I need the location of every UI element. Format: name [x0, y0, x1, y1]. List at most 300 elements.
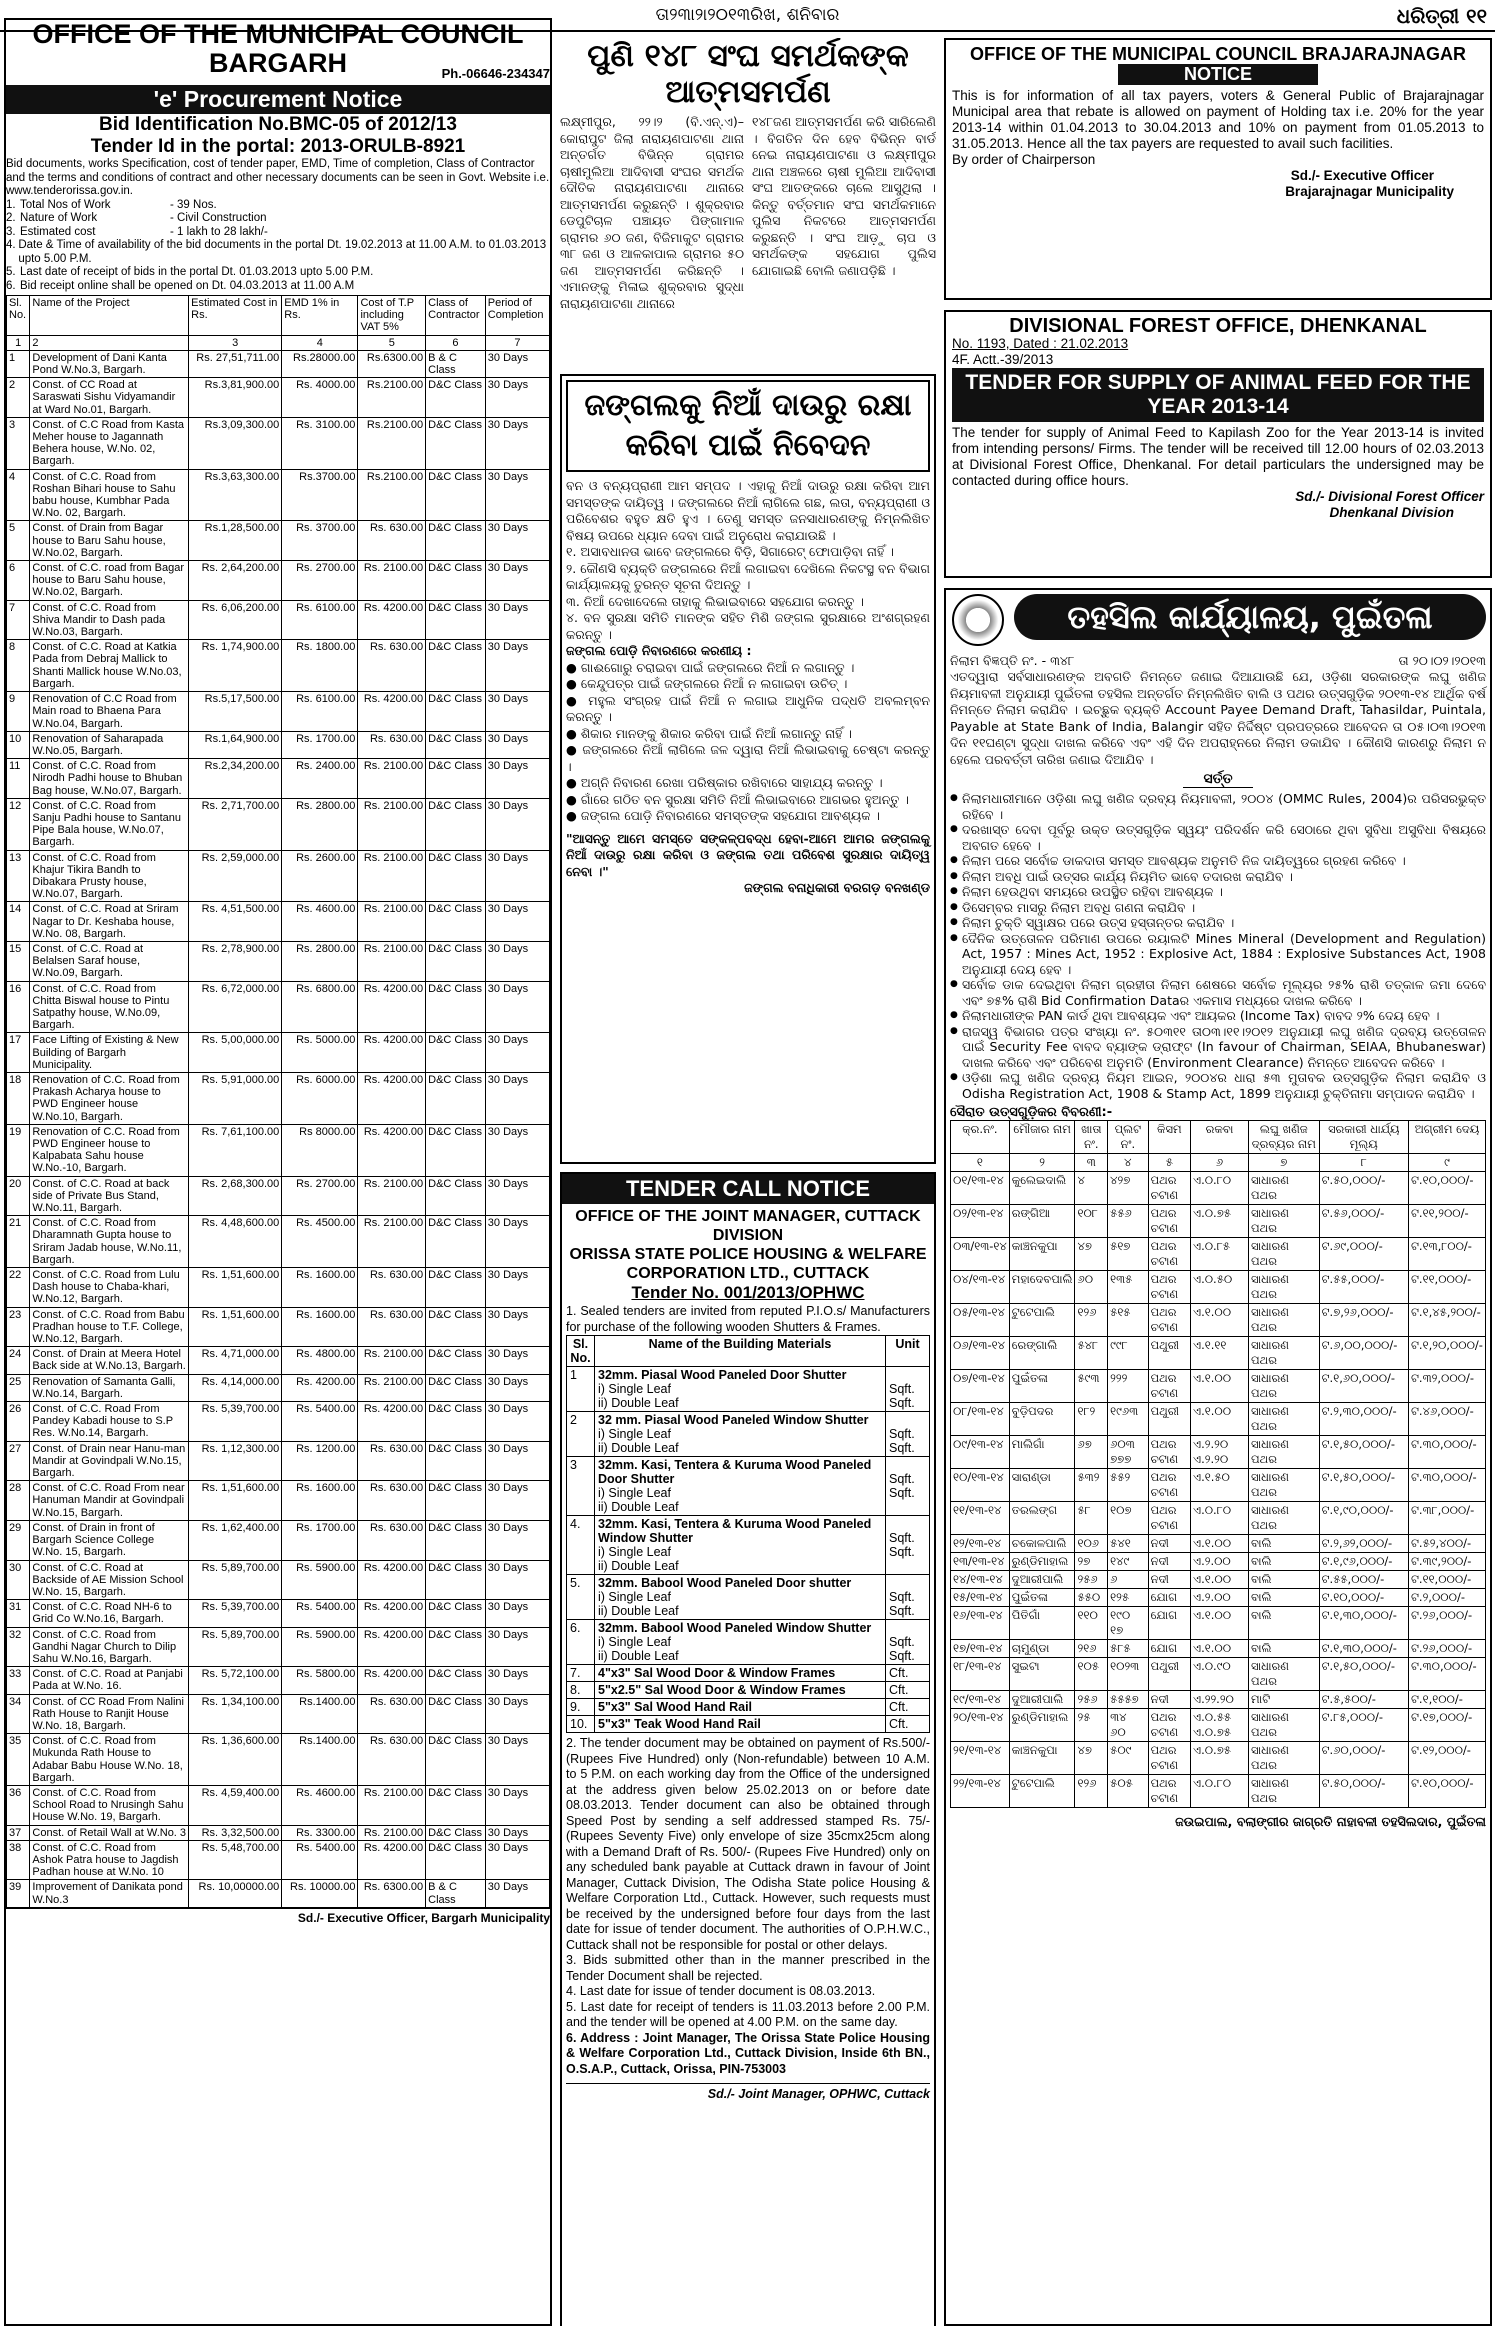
works-cell: Rs. 1,74,900.00: [189, 640, 282, 692]
works-row: [7, 1176, 550, 1216]
auction-cell: ଟ.୧,୫୦,୦୦୦/-: [1319, 1658, 1408, 1691]
works-cell: Const. of Retail Wall at W.No. 3: [30, 1825, 189, 1840]
auction-cell: ପଥର ଚଟାଣ: [1148, 1742, 1190, 1775]
works-cell: 29: [7, 1520, 30, 1560]
auction-cell: ପଥର ଚଟାଣ: [1148, 1775, 1190, 1808]
works-row: [7, 350, 550, 377]
materials-row: [567, 1516, 930, 1575]
works-cell: Const. of C.C. Road from Sanju Padhi house to Santanu Pipe Bala house, W.No.07, Bargarh.: [30, 798, 189, 850]
materials-unit: [886, 1457, 930, 1516]
auction-cell: ତରଲଙ୍ଗ: [1009, 1502, 1075, 1535]
bid-point: [6, 226, 550, 240]
works-row: [7, 417, 550, 469]
works-cell: Const. of C.C. Road at Katkia Pada from Debraj Mallick to Shanti Mallick house W.No.03, Bargarh.: [30, 640, 189, 692]
works-cell: 35: [7, 1734, 30, 1786]
works-cell: 12: [7, 798, 30, 850]
auction-cell: ୧୯୬୩: [1108, 1403, 1148, 1436]
works-cell: Const. of C.C. Road at Sriram Nagar to Dr. Keshaba house, W.No. 08, Bargarh.: [30, 902, 189, 942]
works-cell: Const. of C.C. Road from Khajur Tikira Bandh to Dibakara Prusty house, W.No.07, Bargarh.: [30, 850, 189, 902]
works-cell: Rs. 1600.00: [282, 1268, 358, 1308]
works-cell: Rs.3,09,300.00: [189, 417, 282, 469]
auction-cell: ୫୫୬: [1108, 1205, 1148, 1238]
auction-cell: ୧୮/୧୩-୧୪: [951, 1658, 1010, 1691]
works-cell: Rs. 630.00: [358, 1481, 426, 1521]
materials-number: 9.: [567, 1699, 595, 1716]
auction-row: [951, 1172, 1486, 1205]
auction-cell: ୧୩୫: [1108, 1271, 1148, 1304]
works-cell: B & C Class: [426, 350, 486, 377]
materials-unit-value: Cft.: [889, 1666, 909, 1680]
auction-cell: ପଥର ଚଟାଣ: [1148, 1469, 1190, 1502]
tcn-signature: Sd./- Joint Manager, OPHWC, Cuttack: [566, 2083, 930, 2103]
works-row: [7, 561, 550, 601]
works-cell: Rs. 1800.00: [282, 640, 358, 692]
auction-cell: ଟ.୧,୬୦,୦୦୦/-: [1319, 1370, 1408, 1403]
works-cell: Const. of C.C. Road from School Road to Nrusingh Sahu House W.No. 19, Bargarh.: [30, 1785, 189, 1825]
auction-cell: ଟ.୧,୩୦,୦୦୦/-: [1319, 1607, 1408, 1640]
tcn-para-5: 5. Last date for receipt of tenders is 11.03.2013 before 2.00 P.M. and the tender will be opened at 4.00 P.M. on the same day.: [566, 1999, 930, 2029]
auction-cell: ଟ.୩୯,୨୦୦/-: [1408, 1553, 1485, 1571]
tahasil-condition: ● ଡିସେମ୍ବର ମାସରୁ ନିଲାମ ଅବଧି ଗଣନା କରାଯିବ ।: [950, 900, 1486, 916]
materials-unit: [886, 1699, 930, 1716]
works-cell: 30 Days: [485, 981, 549, 1033]
auction-cell: ପଥର ଚଟାଣ: [1148, 1238, 1190, 1271]
bid-point-key: Nature of Work: [20, 212, 98, 224]
auction-row: [951, 1535, 1486, 1553]
brajarajnagar-sign-1: Sd./- Executive Officer: [1290, 168, 1434, 183]
auction-col-header: କ୍ର.ନଂ.: [951, 1121, 1010, 1154]
auction-row: [951, 1640, 1486, 1658]
works-cell: 2: [7, 378, 30, 418]
auction-cell: ଟ.୭,୨୬,୦୦୦/-: [1319, 1304, 1408, 1337]
tcn-para-4: 4. Last date for issue of tender document is 08.03.2013.: [566, 1984, 876, 1998]
materials-number: 2: [567, 1412, 595, 1457]
auction-cell: ୧୨୫: [1108, 1589, 1148, 1607]
auction-cell: ଏ.୦.୮୦: [1190, 1172, 1248, 1205]
works-cell: 28: [7, 1481, 30, 1521]
works-cell: 18: [7, 1072, 30, 1124]
appeal-points: [566, 544, 930, 643]
auction-col-number: ୯: [1408, 1154, 1485, 1172]
works-cell: 30 Days: [485, 1124, 549, 1176]
auction-cell: ମାଟି: [1249, 1691, 1320, 1709]
materials-unit: [886, 1516, 930, 1575]
bargarh-procurement-notice: [4, 18, 552, 2326]
auction-cell: ୪୨୭: [1108, 1172, 1148, 1205]
auction-cell: ପଥୁରୀ: [1148, 1658, 1190, 1691]
auction-cell: ୬୭: [1075, 1436, 1108, 1469]
works-cell: D&C Class: [426, 1268, 486, 1308]
tender-call-bar: TENDER CALL NOTICE: [562, 1174, 934, 1204]
auction-cell: ଟ.୨୬,୦୦୦/-: [1408, 1607, 1485, 1640]
works-row: [7, 1825, 550, 1840]
auction-cell: ଟ.୩୦,୦୦୦/-: [1408, 1658, 1485, 1691]
materials-item-name: 32mm. Kasi, Tentera & Kuruma Wood Paneled Window Shutter: [598, 1517, 872, 1545]
auction-row: [951, 1709, 1486, 1742]
appeal-bullet: ● ଅଗ୍ନି ନିବାରଣ ରେଖା ପରିଷ୍କାର ରଖିବାରେ ସାହାଯ୍ୟ କରନ୍ତୁ ।: [566, 775, 883, 790]
works-colnum-row: [7, 335, 550, 350]
auction-cell: ଟ.୨,୩୦,୦୦୦/-: [1319, 1403, 1408, 1436]
works-cell: D&C Class: [426, 941, 486, 981]
auction-col-number: ୫: [1148, 1154, 1190, 1172]
works-cell: Const. of C.C. Road NH-6 to Grid Co W.No.16, Bargarh.: [30, 1600, 189, 1627]
auction-cell: ଦୁଆରୀପାଲି: [1009, 1571, 1075, 1589]
materials-unit: [886, 1620, 930, 1665]
works-cell: 31: [7, 1600, 30, 1627]
works-cell: Rs.3700.00: [282, 469, 358, 521]
bid-point: [6, 280, 550, 294]
works-cell: 4: [7, 469, 30, 521]
works-row: [7, 1667, 550, 1694]
appeal-bullet: ● ଗାଁରେ ଗଠିତ ବନ ସୁରକ୍ଷା ସମିତି ନିଆଁ ଲିଭାଇବାରେ ଆଗଭର ହୁଅନ୍ତୁ ।: [566, 791, 909, 807]
auction-cell: ଟ.୨,୬୨,୦୦୦/-: [1319, 1535, 1408, 1553]
auction-table: [950, 1120, 1486, 1808]
materials-sub-item: ii) Double Leaf: [598, 1396, 679, 1410]
materials-unit-value: Sqft.: [889, 1427, 915, 1441]
works-cell: D&C Class: [426, 1667, 486, 1694]
bid-point: [6, 239, 550, 266]
bid-point-number: 3.: [6, 225, 16, 238]
works-cell: Rs. 4,59,400.00: [189, 1785, 282, 1825]
materials-sub-item: ii) Double Leaf: [598, 1649, 679, 1663]
works-cell: Rs. 3,32,500.00: [189, 1825, 282, 1840]
works-cell: 30 Days: [485, 1374, 549, 1401]
auction-cell: ୧୯/୧୩-୧୪: [951, 1691, 1010, 1709]
works-row: [7, 1600, 550, 1627]
auction-cell: ୧୪/୧୩-୧୪: [951, 1571, 1010, 1589]
works-cell: 6: [7, 561, 30, 601]
works-cell: 36: [7, 1785, 30, 1825]
works-row: [7, 941, 550, 981]
materials-item-name: 32mm. Piasal Wood Paneled Door Shutter: [598, 1368, 847, 1382]
works-cell: 30 Days: [485, 1667, 549, 1694]
auction-cell: ୬: [1108, 1571, 1148, 1589]
appeal-point: ୪. ବନ ସୁରକ୍ଷା ସମିତି ମାନଙ୍କ ସହିତ ମିଶି ଜଙ୍ଗଲ ସୁରକ୍ଷାରେ ଅଂଶଗ୍ରହଣ କରନ୍ତୁ ।: [566, 610, 930, 642]
works-cell: 1: [7, 350, 30, 377]
auction-cell: ୧୦୭: [1108, 1502, 1148, 1535]
auction-cell: ବାଲି: [1249, 1589, 1320, 1607]
works-cell: 30 Days: [485, 1560, 549, 1600]
auction-cell: ୧୯୦ ୧୭: [1108, 1607, 1148, 1640]
auction-cell: ଚାମୁଣ୍ଡା: [1009, 1640, 1075, 1658]
works-row: [7, 378, 550, 418]
works-cell: Rs. 2700.00: [282, 561, 358, 601]
tahasil-title: ତହସିଲ କାର୍ଯ୍ୟାଳୟ, ପୁଇଁତଳା: [1014, 594, 1486, 640]
materials-item-name: 32mm. Babool Wood Paneled Door shutter: [598, 1576, 852, 1590]
works-cell: Rs. 4600.00: [282, 902, 358, 942]
works-cell: Renovation of C.C. Road from Prakash Acharya house to PWD Engineer house W.No.10, Bargarh.: [30, 1072, 189, 1124]
works-cell: Rs. 3300.00: [282, 1825, 358, 1840]
right-column: [944, 38, 1492, 2326]
auction-cell: ପଥର ଚଟାଣ: [1148, 1370, 1190, 1403]
works-cell: Rs.2100.00: [358, 378, 426, 418]
works-cell: 11: [7, 759, 30, 799]
header-date: ତା୨୩ା୨ା୨୦୧୩ରିଖ, ଶନିବାର: [655, 5, 840, 25]
materials-sub-item: i) Single Leaf: [598, 1635, 671, 1649]
works-cell: 3: [7, 417, 30, 469]
works-col-number: 2: [30, 335, 189, 350]
works-cell: Rs. 2100.00: [358, 1785, 426, 1825]
works-cell: Rs. 4500.00: [282, 1216, 358, 1268]
works-cell: Rs. 3700.00: [282, 521, 358, 561]
auction-cell: ୧୫/୧୩-୧୪: [951, 1589, 1010, 1607]
works-row: [7, 759, 550, 799]
materials-row: [567, 1412, 930, 1457]
works-cell: Rs. 1600.00: [282, 1307, 358, 1347]
works-cell: D&C Class: [426, 1560, 486, 1600]
dhenkanal-file: 4F. Actt.-39/2013: [952, 352, 1054, 367]
surrender-headline: ପୁଣି ୧୪୮ ସଂଘ ସମର୍ଥକଙ୍କ ଆତ୍ମସମର୍ପଣ: [587, 38, 909, 110]
works-cell: Renovation of Samanta Galli, W.No.14, Bargarh.: [30, 1374, 189, 1401]
auction-cell: ୬୦: [1075, 1271, 1108, 1304]
auction-cell: ଏ.୦.୮୦: [1190, 1775, 1248, 1808]
auction-cell: ଏ.୧.୦୦: [1190, 1571, 1248, 1589]
auction-cell: ପଥର ଚଟାଣ: [1148, 1502, 1190, 1535]
auction-cell: ବାଲି: [1249, 1640, 1320, 1658]
auction-table-head: [951, 1121, 1486, 1172]
auction-cell: ୧୧୦: [1075, 1607, 1108, 1640]
auction-cell: ମାଲିଗାଁ: [1009, 1436, 1075, 1469]
materials-row: [567, 1457, 930, 1516]
works-cell: Renovation of Saharapada W.No.05, Bargarh.: [30, 731, 189, 758]
works-cell: Rs. 4,51,500.00: [189, 902, 282, 942]
works-row: [7, 600, 550, 640]
works-cell: Rs. 630.00: [358, 1268, 426, 1308]
works-cell: 22: [7, 1268, 30, 1308]
works-cell: D&C Class: [426, 469, 486, 521]
tahasil-condition: ● ଦରଖାସ୍ତ ଦେବା ପୂର୍ବରୁ ଉକ୍ତ ଉତ୍ସଗୁଡ଼ିକ ସ୍ୱୟଂ ପରିଦର୍ଶନ କରି ସେଠାରେ ଥିବା ସୁବିଧା ଅସୁବିଧା ବିଷୟରେ ଅବଗତ ହେବେ ।: [950, 822, 1486, 853]
auction-cell: ଏ.୦.୮୫: [1190, 1238, 1248, 1271]
materials-sub-item: i) Single Leaf: [598, 1590, 671, 1604]
auction-cell: ବାଲି: [1249, 1571, 1320, 1589]
materials-number: 8.: [567, 1682, 595, 1699]
auction-cell: ୧୦/୧୩-୧୪: [951, 1469, 1010, 1502]
auction-cell: ନଦୀ: [1148, 1571, 1190, 1589]
tahasil-condition: ● ରାଜସ୍ୱ ବିଭାଗର ପତ୍ର ସଂଖ୍ୟା ନଂ. ୫୦୩୧୧ ତା୦୩।୧୧।୨୦୧୨ ଅନୁଯାୟୀ ଲଘୁ ଖଣିଜ ଦ୍ରବ୍ୟ ଉତ୍ତୋଳନ ପାଇଁ Security Fee ବାବଦ ବ୍ୟାଙ୍କ ଡ୍ରାଫ୍ଟ (In favour of Chairman, SEIAA, Bhubaneswar) ଦାଖଲ କରିବେ ଏବଂ ପରିବେଶ ଅନୁମତି (Environment Clearance) ନିମନ୍ତେ ଆବେଦନ କରିବେ ।: [950, 1024, 1486, 1071]
auction-cell: ନଦୀ: [1148, 1691, 1190, 1709]
works-cell: 39: [7, 1880, 30, 1907]
works-cell: Rs. 4200.00: [358, 1600, 426, 1627]
materials-unit-value: Cft.: [889, 1683, 909, 1697]
auction-col-number: ୮: [1319, 1154, 1408, 1172]
materials-name: [595, 1716, 886, 1733]
auction-row: [951, 1403, 1486, 1436]
bid-point-number: 6.: [6, 279, 16, 292]
works-cell: 30 Days: [485, 1627, 549, 1667]
works-col-header: Name of the Project: [30, 296, 189, 336]
works-cell: 15: [7, 941, 30, 981]
auction-cell: ୧୨/୧୩-୧୪: [951, 1535, 1010, 1553]
auction-cell: ବୁଡ଼ିପଦର: [1009, 1403, 1075, 1436]
bid-point-number: 4.: [6, 239, 16, 251]
auction-cell: ୧୬/୧୩-୧୪: [951, 1607, 1010, 1640]
tcn-para-3: 3. Bids submitted other than in the manner prescribed in the Tender Document shall be rejected.: [566, 1953, 930, 1983]
works-cell: Rs. 2100.00: [358, 759, 426, 799]
appeal-bullet: ● ମହୁଲ ସଂଗ୍ରହ ପାଇଁ ନିଆଁ ନ ଲଗାଇ ଆଧୁନିକ ପଦ୍ଧତି ଅବଲମ୍ବନ କରନ୍ତୁ ।: [566, 692, 930, 724]
auction-row: [951, 1775, 1486, 1808]
materials-row: [567, 1699, 930, 1716]
works-cell: Rs.28000.00: [282, 350, 358, 377]
auction-cell: ଟ.୧୦,୦୦୦/-: [1408, 1172, 1485, 1205]
works-cell: 30 Days: [485, 1825, 549, 1840]
auction-cell: ଟ.୧୦,୦୦୦/-: [1319, 1589, 1408, 1607]
works-cell: Rs. 6,06,200.00: [189, 600, 282, 640]
auction-cell: ସାଧାରଣ ପଥର: [1249, 1337, 1320, 1370]
works-row: [7, 1560, 550, 1600]
works-cell: Rs. 630.00: [358, 1307, 426, 1347]
works-cell: 30 Days: [485, 1402, 549, 1442]
works-cell: 13: [7, 850, 30, 902]
auction-cell: ଟ.୧୭,୦୦୦/-: [1408, 1709, 1485, 1742]
materials-unit-value: Sqft.: [889, 1635, 915, 1649]
bid-point-value: - 1 lakh to 28 lakh/-: [170, 225, 268, 238]
works-cell: Const. of C.C. Road from Dharamnath Gupta house to Sriram Jadab house, W.No.11, Bargarh.: [30, 1216, 189, 1268]
tahasil-condition: ● ନିଲାମଧାରୀଙ୍କ PAN କାର୍ଡ ଥିବା ଆବଶ୍ୟକ ଏବଂ ଆୟକର (Income Tax) ବାବଦ ୨% ଦେୟ ହେବ ।: [950, 1008, 1486, 1024]
works-cell: 30 Days: [485, 1268, 549, 1308]
materials-number: 5.: [567, 1575, 595, 1620]
works-cell: Rs. 5400.00: [282, 1840, 358, 1880]
materials-col-header: Unit: [886, 1336, 930, 1367]
tahasil-notice-no: ନିଲାମ ବିଜ୍ଞପ୍ତି ନଂ. - ୩୪୮: [950, 653, 1075, 668]
materials-sub-item: ii) Double Leaf: [598, 1441, 679, 1455]
works-cell: Rs. 2,78,900.00: [189, 941, 282, 981]
materials-unit-value: Sqft.: [889, 1649, 915, 1663]
auction-cell: କୁଲେଇଦାଲି: [1009, 1172, 1075, 1205]
works-cell: Rs. 4200.00: [358, 692, 426, 732]
bid-point-number: 1.: [6, 198, 16, 211]
auction-cell: ୧୧/୧୩-୧୪: [951, 1502, 1010, 1535]
works-cell: 30 Days: [485, 640, 549, 692]
bid-point-number: 5.: [6, 266, 16, 278]
works-col-header: Cost of T.P including VAT 5%: [358, 296, 426, 336]
bid-identification: Bid Identification No.BMC-05 of 2012/13: [99, 114, 457, 135]
dhenkanal-sign-2: Dhenkanal Division: [1329, 505, 1454, 520]
auction-cell: ୦୧/୧୩-୧୪: [951, 1172, 1010, 1205]
works-row: [7, 1072, 550, 1124]
works-cell: D&C Class: [426, 1840, 486, 1880]
works-cell: Rs.1,64,900.00: [189, 731, 282, 758]
appeal-bullet: ● ଜଙ୍ଗଲ ପୋଡ଼ି ନିବାରଣରେ ସମସ୍ତଙ୍କ ସହଯୋଗ ଆବଶ୍ୟକ ।: [566, 808, 881, 823]
works-cell: Rs. 5900.00: [282, 1627, 358, 1667]
works-row: [7, 1216, 550, 1268]
auction-cell: ଟ.୬,୦୦,୦୦୦/-: [1319, 1337, 1408, 1370]
auction-cell: ୫୫୫୭: [1108, 1691, 1148, 1709]
auction-col-header: ରକବା: [1190, 1121, 1248, 1154]
works-cell: Rs. 630.00: [358, 521, 426, 561]
auction-cell: ଯୋଗ: [1148, 1589, 1190, 1607]
tcn-para-1: 1. Sealed tenders are invited from reputed P.I.O.s/ Manufacturers for purchase of the following wooden Shutters & Frames.: [566, 1304, 930, 1334]
works-row: [7, 1124, 550, 1176]
auction-row: [951, 1238, 1486, 1271]
materials-row: [567, 1620, 930, 1665]
auction-cell: ଚକୋଳପାଲି: [1009, 1535, 1075, 1553]
works-row: [7, 1033, 550, 1073]
works-table: [6, 295, 550, 1908]
works-cell: D&C Class: [426, 759, 486, 799]
works-cell: B & C Class: [426, 1880, 486, 1907]
auction-cell: ଦୁଆରୀପାଲି: [1009, 1691, 1075, 1709]
materials-table-head: [567, 1336, 930, 1367]
works-cell: 30: [7, 1560, 30, 1600]
works-cell: Rs. 630.00: [358, 1694, 426, 1734]
works-cell: D&C Class: [426, 600, 486, 640]
works-cell: Rs. 1700.00: [282, 1520, 358, 1560]
works-cell: Rs. 6100.00: [282, 600, 358, 640]
auction-row: [951, 1553, 1486, 1571]
auction-cell: ଏ.୧.୫୦: [1190, 1469, 1248, 1502]
works-cell: Const. of C.C. Road from Roshan Bihari house to Sahu babu house, Kumbhar Pada W.No. 02, Bargarh.: [30, 469, 189, 521]
auction-cell: ଟ.୩୮,୦୦୦/-: [1408, 1502, 1485, 1535]
works-cell: Rs. 4200.00: [358, 1072, 426, 1124]
materials-unit-value: Sqft.: [889, 1441, 915, 1455]
auction-cell: ସାଧାରଣ ପଥର: [1249, 1403, 1320, 1436]
appeal-quote: "ଆସନ୍ତୁ ଆମେ ସମସ୍ତେ ସଙ୍କଳ୍ପବଦ୍ଧ ହେବା-ଆମେ ଆମର ଜଙ୍ଗଲକୁ ନିଆଁ ଦାଉରୁ ରକ୍ଷା କରିବା ଓ ଜଙ୍ଗଲ ତଥା ପରିବେଶ ସୁରକ୍ଷାର ଦାୟିତ୍ୱ ନେବା ।": [566, 830, 930, 879]
works-cell: Rs. 5,72,100.00: [189, 1667, 282, 1694]
works-cell: Rs.2100.00: [358, 417, 426, 469]
auction-cell: ୫୮୫: [1108, 1640, 1148, 1658]
works-cell: Rs. 5,00,000.00: [189, 1033, 282, 1073]
auction-cell: ଏ.୦.୭୫: [1190, 1742, 1248, 1775]
works-row: [7, 1307, 550, 1347]
auction-colnum-row: [951, 1154, 1486, 1172]
auction-cell: ଏ.୨.୦୦: [1190, 1553, 1248, 1571]
materials-unit: [886, 1716, 930, 1733]
works-col-number: 3: [189, 335, 282, 350]
works-cell: Rs. 2,71,700.00: [189, 798, 282, 850]
works-cell: Rs.1400.00: [282, 1694, 358, 1734]
auction-cell: ଟ.୧,୩୦,୦୦୦/-: [1319, 1640, 1408, 1658]
auction-cell: ଟ.୧୧,୨୦୦/-: [1408, 1205, 1485, 1238]
dhenkanal-forest-tender: [944, 310, 1492, 578]
works-cell: Const. of Drain in front of Bargarh Science College W.No. 15, Bargarh.: [30, 1520, 189, 1560]
auction-cell: ରୁଣ୍ଡିମାହାଲ: [1009, 1553, 1075, 1571]
tahasil-conditions-heading: ସର୍ତ୍ତ: [1183, 771, 1253, 788]
works-cell: Const. of C.C Road from Kasta Meher house to Jagannath Behera house, W.No. 02, Bargarh.: [30, 417, 189, 469]
auction-cell: ଏ.୦.୫୫ ଏ.୦.୭୫: [1190, 1709, 1248, 1742]
works-cell: Rs.6300.00: [358, 350, 426, 377]
works-cell: Rs. 4200.00: [358, 1402, 426, 1442]
works-row: [7, 1840, 550, 1880]
surrender-text-a: ଲକ୍ଷ୍ମୀପୁର, ୨୨।୨ (ବି.ଏନ୍.ଏ)–କୋରାପୁଟ ଜିଲା ନାରାୟଣପାଟଣା ଥାନା ଅନ୍ତର୍ଗତ ବିଭିନ୍ନ ଗ୍ରାମର ଚାଷୀମୁଲିଆ ଆଦିବାସୀ ସଂଘର ସମର୍ଥକ ଦୌତିକ ନାରାୟଣପାଟଣା ଥାନାରେ ଆତ୍ମସମର୍ପଣ କରୁଛନ୍ତି । ଶୁକ୍ରବାର ଡେପୁଟିଚାଳ ପଞ୍ଚାୟତ ପିଙ୍ଗାମାଳ ଗ୍ରାମର ୬୦ ଜଣ, ବିଜିମାକୁଟ ଗ୍ରାମର ୩୮ ଜଣ ଓ ଆଳକାପାଲ ଗ୍ରାମର ୫୦ ଜଣ ଆତ୍ମସମର୍ପଣ କରିଛନ୍ତି । ଏମାନଙ୍କୁ ମିଳାଇ ଶୁକ୍ରବାର ସୁଦ୍ଧା ନାରାୟଣପାଟଣା ଥାନାରେ: [560, 114, 744, 311]
works-cell: 30 Days: [485, 1694, 549, 1734]
auction-cell: ଟ.୨,୦୦୦/-: [1408, 1589, 1485, 1607]
works-col-number: 5: [358, 335, 426, 350]
materials-number: 3: [567, 1457, 595, 1516]
works-cell: Rs. 3100.00: [282, 417, 358, 469]
works-cell: Rs. 5400.00: [282, 1402, 358, 1442]
auction-cell: ୩୪ ୬୦: [1108, 1709, 1148, 1742]
works-cell: Rs. 6100.00: [282, 692, 358, 732]
brajarajnagar-notice: [944, 38, 1492, 300]
works-cell: Rs. 27,51,711.00: [189, 350, 282, 377]
works-cell: Rs. 1,12,300.00: [189, 1441, 282, 1481]
works-cell: D&C Class: [426, 1347, 486, 1374]
works-cell: D&C Class: [426, 1176, 486, 1216]
works-cell: D&C Class: [426, 1072, 486, 1124]
auction-row: [951, 1271, 1486, 1304]
materials-unit: [886, 1682, 930, 1699]
works-row: [7, 1402, 550, 1442]
auction-cell: ସାଧାରଣ ପଥର: [1249, 1775, 1320, 1808]
works-cell: Const. of C.C. Road from Shiva Mandir to Dash pada W.No.03, Bargarh.: [30, 600, 189, 640]
auction-cell: ଟ.୬୯,୦୦୦/-: [1319, 1238, 1408, 1271]
works-row: [7, 850, 550, 902]
auction-cell: ସାଧାରଣ ପଥର: [1249, 1238, 1320, 1271]
auction-cell: ୧୦୫: [1075, 1658, 1108, 1691]
works-cell: Rs. 6,72,000.00: [189, 981, 282, 1033]
works-cell: Rs. 1,34,100.00: [189, 1694, 282, 1734]
works-cell: Rs.5,17,500.00: [189, 692, 282, 732]
